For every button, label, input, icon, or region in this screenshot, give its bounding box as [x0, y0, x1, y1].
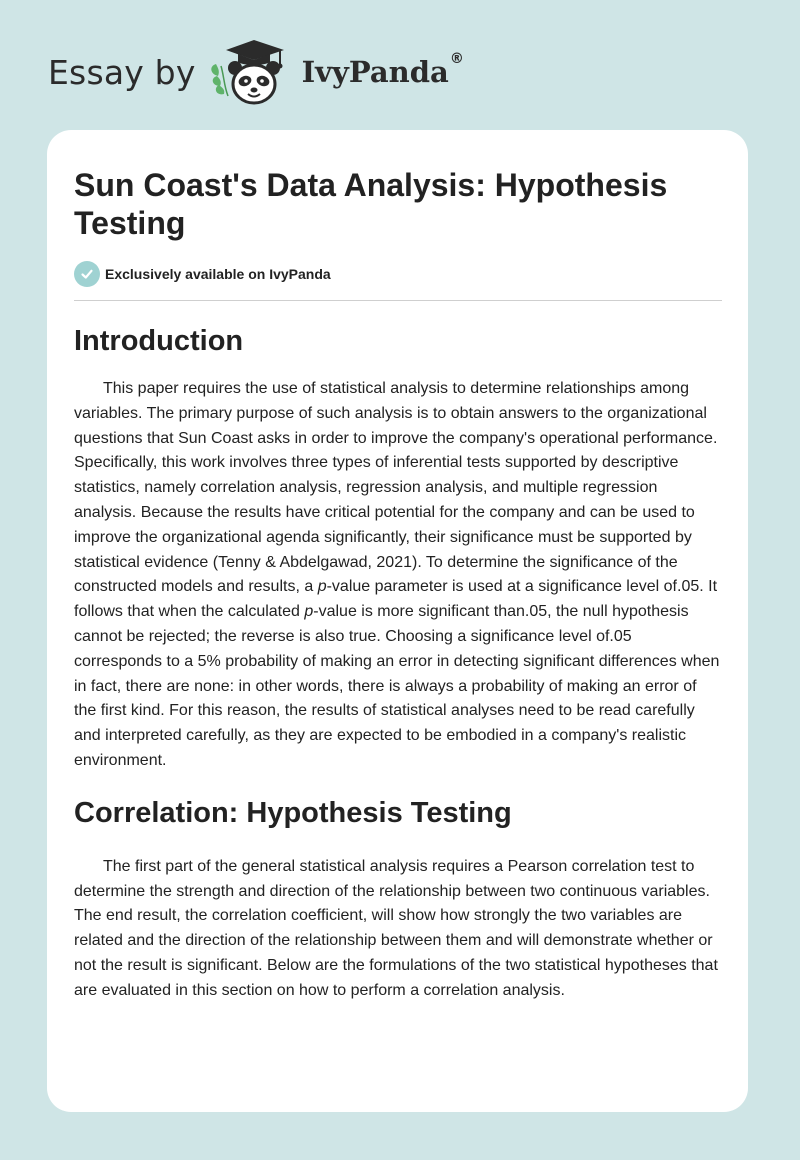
- registered-mark: ®: [449, 51, 464, 67]
- page-title: Sun Coast's Data Analysis: Hypothesis Testing: [74, 167, 668, 241]
- exclusive-badge: [74, 260, 722, 288]
- p-value-italic: p: [304, 603, 314, 621]
- site-logo[interactable]: [48, 36, 464, 108]
- panda-logo-icon: [204, 36, 300, 108]
- paragraph-text: -value parameter is used at a significance level of.05. It follows that when the calculated: [74, 578, 718, 621]
- p-value-italic: p: [317, 578, 327, 596]
- essay-card: [47, 130, 748, 1112]
- exclusive-badge-text: Exclusively available on IvyPanda: [105, 266, 331, 282]
- divider: [74, 300, 722, 301]
- paragraph-text: -value is more significant than.05, the null hypothesis cannot be rejected; the reverse is also true. Choosing a significance level of.05 corresponds to a 5% probability of making an error in detecting significant differences when in fact, there are none: in other words, there is always a probability of making an error of the first kind. For this reason, the results of statistical analyses need to be read carefully and interpreted carefully, as they are expected to be embodied in a company's realistic environment.: [74, 603, 720, 769]
- section-heading-introduction: Introduction: [74, 325, 244, 357]
- brand-prefix: Essay by: [48, 52, 196, 92]
- correlation-paragraph: The first part of the general statistical analysis requires a Pearson correlation test to determine the strength and direction of the relationship between two continuous variables. The end result, the correlation coefficient, will show how strongly the two variables are related and the direction of the relationship between them and will demonstrate whether or not the result is significant. Below are the formulations of the two statistical hypotheses that are evaluated in this section on how to perform a correlation analysis.: [74, 857, 718, 999]
- brand-name: [301, 51, 464, 89]
- introduction-paragraph: [74, 377, 722, 774]
- paragraph-text: This paper requires the use of statistical analysis to determine relationships among variables. The primary purpose of such analysis is to obtain answers to the organizational questions that Sun Coast asks in order to improve the company's operational performance. Specifically, this work involves three types of inferential tests supported by descriptive statistics, namely correlation analysis, regression analysis, and multiple regression analysis. Because the results have critical potential for the company and can be used to improve the organizational agenda significantly, their significance must be supported by statistical evidence (Tenny & Abdelgawad, 2021). To determine the significance of the constructed models and results, a: [74, 380, 718, 596]
- brand-name-text: IvyPanda: [301, 55, 449, 89]
- section-heading-correlation: Correlation: Hypothesis Testing: [74, 796, 512, 829]
- checkmark-icon: [74, 261, 100, 287]
- ivy-leaf-icon: [211, 64, 228, 96]
